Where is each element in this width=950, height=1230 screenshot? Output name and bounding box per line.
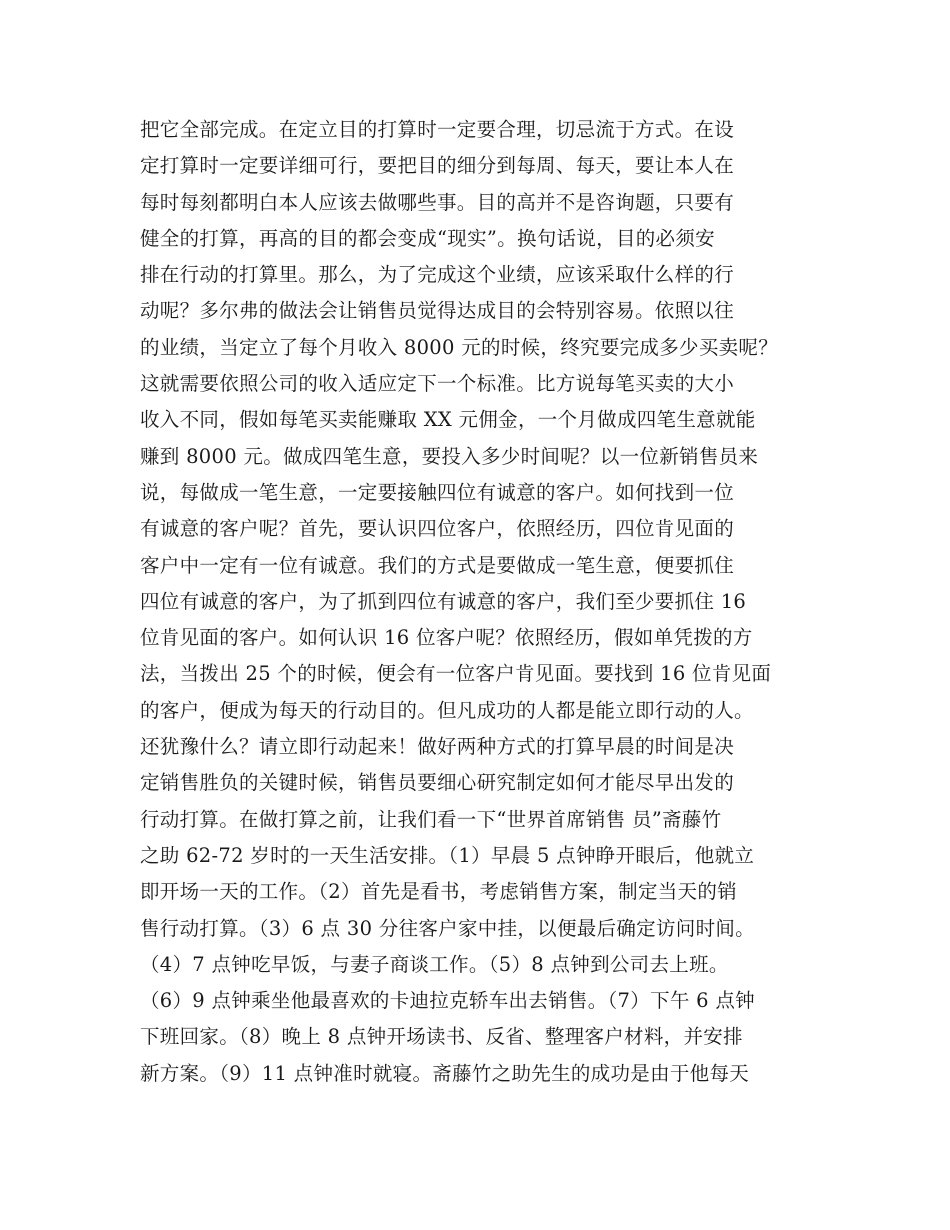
text-line: （6）9 点钟乘坐他最喜欢的卡迪拉克轿车出去销售。（7）下午 6 点钟 bbox=[140, 989, 755, 1013]
text-line: 客户中一定有一位有诚意。我们的方式是要做成一笔生意，便要抓住 bbox=[140, 553, 735, 577]
text-line: 新方案。（9）11 点钟准时就寝。斋藤竹之助先生的成功是由于他每天 bbox=[140, 1061, 750, 1085]
text-line: 有诚意的客户呢？首先，要认识四位客户，依照经历，四位肯见面的 bbox=[140, 517, 735, 541]
text-line: （4）7 点钟吃早饭，与妻子商谈工作。（5）8 点钟到公司去上班。 bbox=[140, 952, 729, 976]
text-line: 把它全部完成。在定立目的打算时一定要合理，切忌流于方式。在设 bbox=[140, 118, 735, 141]
text-line: 行动打算。在做打算之前，让我们看一下“世界首席销售 员”斋藤竹 bbox=[140, 807, 722, 831]
text-line: 定打算时一定要详细可行，要把目的细分到每周、每天，要让本人在 bbox=[140, 154, 735, 178]
text-line: 四位有诚意的客户，为了抓到四位有诚意的客户，我们至少要抓住 16 bbox=[140, 589, 747, 613]
text-line: 的客户，便成为每天的行动目的。但凡成功的人都是能立即行动的人。 bbox=[140, 698, 754, 722]
text-line: 说，每做成一笔生意，一定要接触四位有诚意的客户。如何找到一位 bbox=[140, 480, 735, 504]
text-line: 赚到 8000 元。做成四笔生意，要投入多少时间呢？以一位新销售员来 bbox=[140, 444, 759, 468]
text-line: 动呢？多尔弗的做法会让销售员觉得达成目的会特别容易。依照以往 bbox=[140, 299, 735, 323]
text-line: 法，当拨出 25 个的时候，便会有一位客户肯见面。要找到 16 位肯见面 bbox=[140, 662, 772, 686]
text-line: 收入不同，假如每笔买卖能赚取 XX 元佣金，一个月做成四笔生意就能 bbox=[140, 408, 756, 432]
text-line: 售行动打算。（3）6 点 30 分往客户家中挂，以便最后确定访问时间。 bbox=[140, 916, 755, 940]
text-line: 下班回家。（8）晚上 8 点钟开场读书、反省、整理客户材料，并安排 bbox=[140, 1025, 743, 1049]
body-text bbox=[140, 112, 820, 1092]
text-line: 还犹豫什么？请立即行动起来！做好两种方式的打算早晨的时间是决 bbox=[140, 735, 735, 759]
text-line: 每时每刻都明白本人应该去做哪些事。目的高并不是咨询题，只要有 bbox=[140, 190, 735, 214]
text-line: 健全的打算，再高的目的都会变成“现实”。换句话说，目的必须安 bbox=[140, 226, 715, 250]
text-line: 的业绩，当定立了每个月收入 8000 元的时候，终究要完成多少买卖呢？ bbox=[140, 335, 779, 359]
text-line: 位肯见面的客户。如何认识 16 位客户呢？依照经历，假如单凭拨的方 bbox=[140, 626, 753, 650]
text-line: 排在行动的打算里。那么，为了完成这个业绩，应该采取什么样的行 bbox=[140, 263, 735, 287]
text-line: 即开场一天的工作。（2）首先是看书，考虑销售方案，制定当天的销 bbox=[140, 880, 737, 904]
text-line: 之助 62-72 岁时的一天生活安排。（1）早晨 5 点钟睁开眼后，他就立 bbox=[140, 843, 755, 867]
text-line: 定销售胜负的关键时候，销售员要细心研究制定如何才能尽早出发的 bbox=[140, 771, 735, 795]
text-line: 这就需要依照公司的收入适应定下一个标准。比方说每笔买卖的大小 bbox=[140, 372, 735, 396]
